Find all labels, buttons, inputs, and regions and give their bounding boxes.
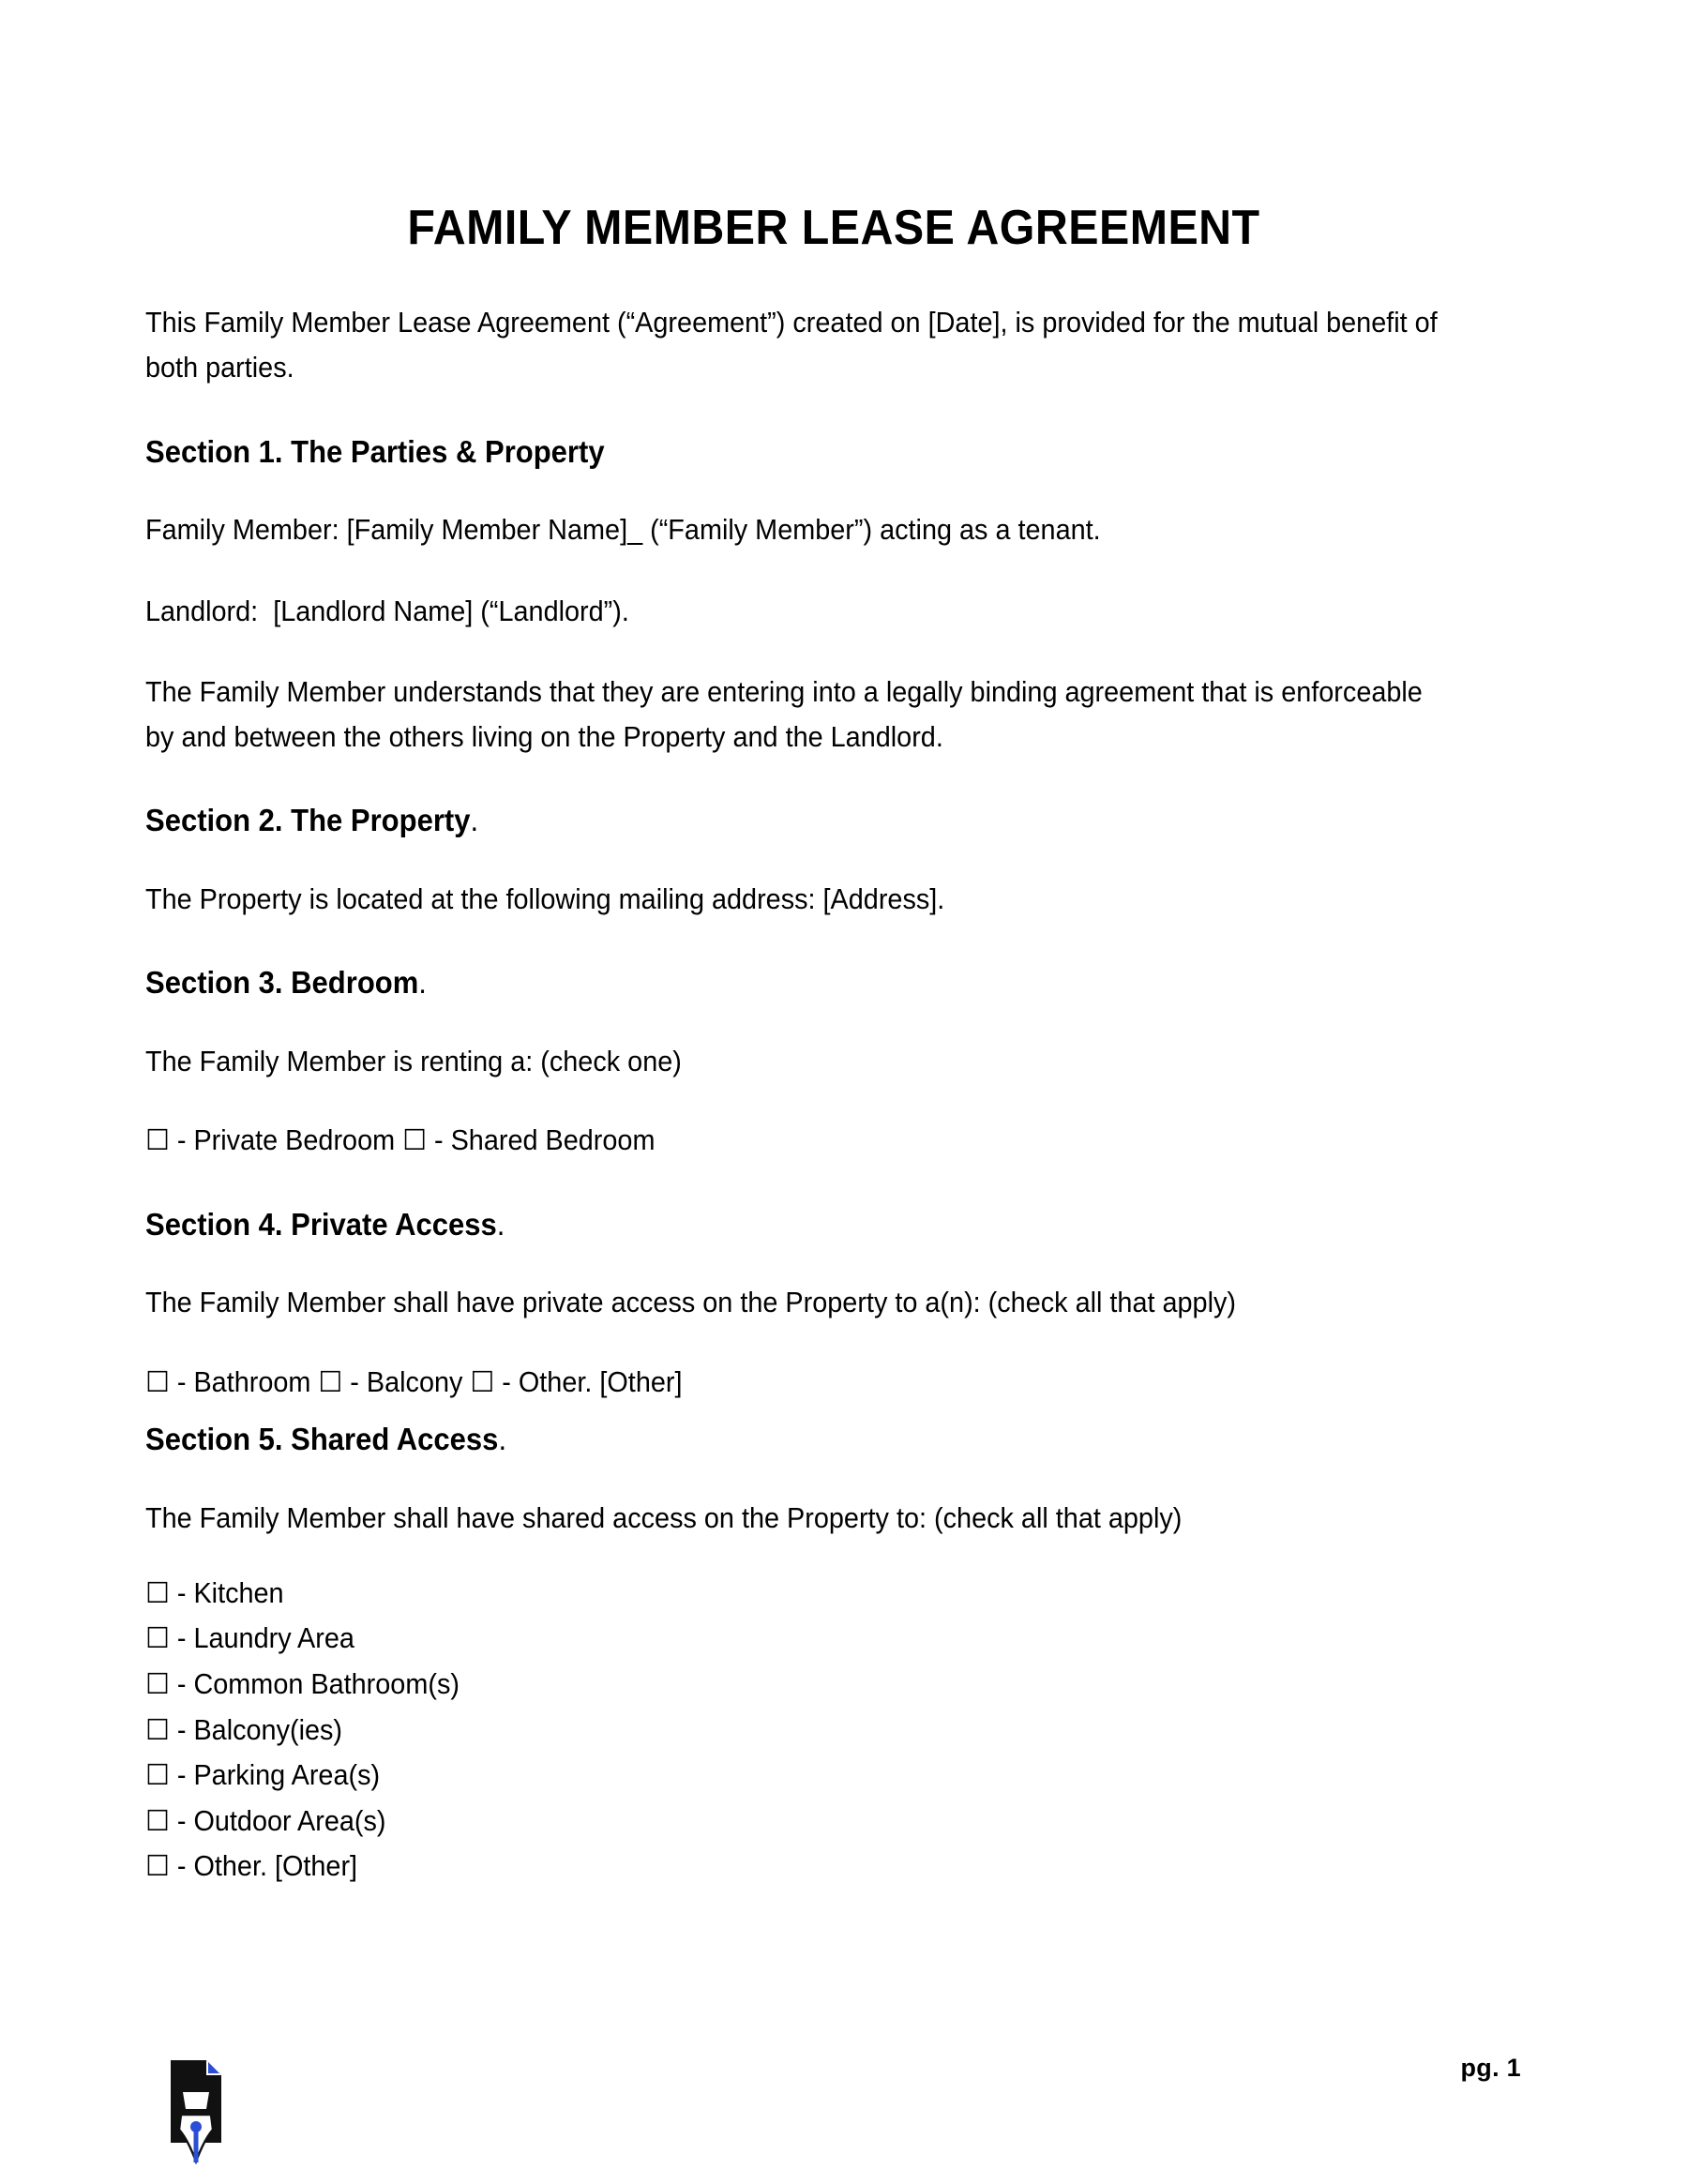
section-5-heading <box>145 1405 1439 1460</box>
section-4-heading-period: . <box>496 1206 505 1242</box>
section-1-paragraph-1: Family Member: [Family Member Name]_ (“Family Member”) acting as a tenant. <box>145 514 1101 547</box>
page-number: pg. 1 <box>1460 2054 1521 2082</box>
section-4-prompt: The Family Member shall have private access on the Property to a(n): (check all that apply) <box>145 1287 1237 1319</box>
section-1-heading <box>145 391 1439 473</box>
list-item[interactable]: ☐ - Parking Area(s) <box>145 1759 381 1792</box>
list-item[interactable]: ☐ - Balcony(ies) <box>145 1713 343 1746</box>
section-2-heading <box>145 760 1439 841</box>
section-4-heading-text: Section 4. Private Access <box>145 1206 497 1242</box>
page-title: FAMILY MEMBER LEASE AGREEMENT <box>407 201 1260 255</box>
section-2-heading-period: . <box>470 803 479 838</box>
section-3-heading-period: . <box>418 965 427 1001</box>
section-5-heading-text: Section 5. Shared Access <box>145 1421 499 1456</box>
intro-paragraph: This Family Member Lease Agreement (“Agreement”) created on [Date], is provided for the mutual benefit of both parties. <box>145 307 1445 384</box>
section-1-heading-text: Section 1. The Parties & Property <box>145 433 605 469</box>
document-body <box>145 0 1522 1895</box>
list-item[interactable]: ☐ - Laundry Area <box>145 1622 354 1655</box>
section-5-heading-period: . <box>498 1421 507 1456</box>
section-3-heading <box>145 922 1439 1003</box>
section-3-checkbox-options[interactable]: ☐ - Private Bedroom ☐ - Shared Bedroom <box>145 1124 656 1157</box>
section-2-paragraph-1: The Property is located at the following mailing address: [Address]. <box>145 883 945 916</box>
list-item[interactable]: ☐ - Outdoor Area(s) <box>145 1804 386 1837</box>
list-item[interactable]: ☐ - Other. [Other] <box>145 1850 358 1883</box>
page-footer <box>0 1996 1688 2184</box>
section-1-paragraph-2: Landlord: [Landlord Name] (“Landlord”). <box>145 595 629 627</box>
list-item[interactable]: ☐ - Common Bathroom(s) <box>145 1668 460 1701</box>
section-5-checkbox-list <box>145 1541 1446 1884</box>
section-3-heading-text: Section 3. Bedroom <box>145 965 419 1001</box>
section-3-prompt: The Family Member is renting a: (check one) <box>145 1046 682 1078</box>
section-2-heading-text: Section 2. The Property <box>145 803 471 838</box>
section-5-prompt: The Family Member shall have shared access on the Property to: (check all that apply) <box>145 1501 1183 1534</box>
section-4-checkbox-options[interactable]: ☐ - Bathroom ☐ - Balcony ☐ - Other. [Other] <box>145 1365 683 1398</box>
section-4-heading <box>145 1164 1439 1245</box>
section-1-paragraph-3: The Family Member understands that they are entering into a legally binding agreement that is enforceable by and between the others living on the Property and the Landlord. <box>145 675 1430 754</box>
document-pen-nib-logo-icon <box>167 2056 225 2167</box>
list-item[interactable]: ☐ - Kitchen <box>145 1576 284 1609</box>
